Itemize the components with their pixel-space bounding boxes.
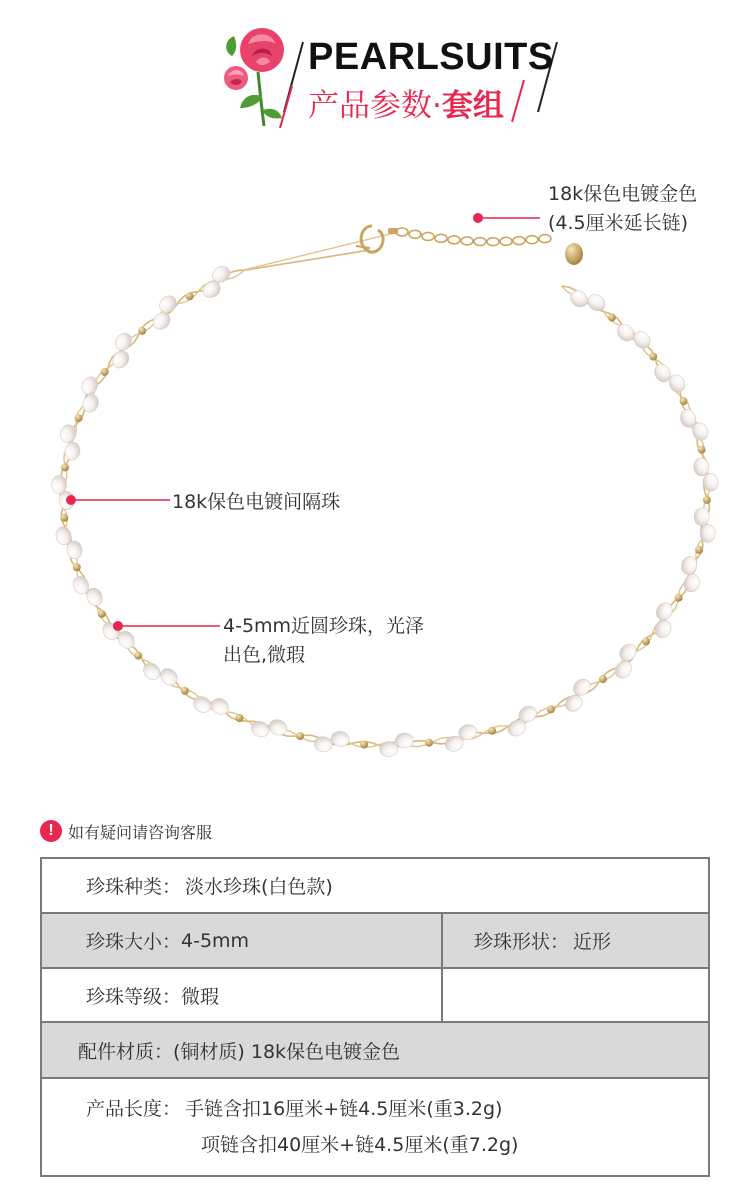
spec-material-value: (铜材质) 18k保色电镀金色 — [173, 1040, 401, 1063]
gold-spacer-bead — [60, 514, 68, 522]
chain-link — [526, 236, 538, 244]
brand-title: PEARLSUITS — [308, 36, 554, 78]
callout-clasp-line2: (4.5厘米延长链) — [548, 212, 689, 234]
chain-link — [435, 234, 447, 242]
pearl — [112, 330, 135, 353]
pearl — [616, 641, 639, 664]
pearl — [156, 293, 179, 316]
gold-spacer-bead — [75, 414, 83, 422]
pearl — [693, 507, 710, 527]
gold-spacer-bead — [488, 727, 496, 735]
pearl — [652, 618, 674, 641]
spec-row-type — [42, 859, 708, 914]
callout-pearl-line2: 出色,微瑕 — [223, 644, 306, 666]
spec-length-necklace: 项链含扣40厘米+链4.5厘米(重7.2g) — [201, 1134, 519, 1156]
spec-length-label: 产品长度： — [86, 1098, 182, 1120]
chain-link — [461, 237, 473, 245]
header — [0, 0, 750, 140]
pearl — [313, 735, 333, 753]
gold-spacer-bead — [695, 546, 703, 554]
gold-spacer-bead — [73, 563, 81, 571]
callout-marker-clasp — [473, 213, 540, 223]
page-subtitle — [308, 80, 504, 125]
spec-length-bracelet: 手链含扣16厘米+链4.5厘米(重3.2g) — [185, 1098, 503, 1120]
spec-grade — [86, 969, 219, 1021]
gold-spacer-bead — [360, 741, 368, 749]
spec-size-value: 4-5mm — [181, 929, 250, 952]
spec-size-label: 珍珠大小： — [86, 931, 182, 953]
gold-spacer-bead — [235, 714, 243, 722]
chain-link — [474, 238, 486, 246]
spec-row-material — [42, 1023, 708, 1079]
callout-spacer-text: 18k保色电镀间隔珠 — [172, 491, 341, 513]
necklace-image — [0, 140, 750, 800]
gold-spacer-bead — [547, 705, 555, 713]
gold-spacer-bead — [649, 353, 657, 361]
pearl — [585, 291, 608, 314]
gold-spacer-bead — [698, 446, 706, 454]
spec-shape-label: 珍珠形状： — [474, 931, 570, 953]
gold-spacer-bead — [61, 463, 69, 471]
callout-marker-pearl — [113, 621, 220, 631]
callout-marker-spacer — [66, 495, 170, 505]
gold-spacer-bead — [98, 610, 106, 618]
chain-link — [448, 236, 460, 244]
subtitle-bold: 套组 — [441, 88, 504, 124]
spec-material — [78, 1023, 400, 1077]
spec-type-label: 珍珠种类： — [86, 876, 182, 898]
chain-link — [500, 237, 512, 245]
pearl — [191, 693, 214, 715]
gold-spacer-bead — [425, 739, 433, 747]
spec-row-grade — [42, 969, 708, 1023]
gold-spacer-bead — [599, 675, 607, 683]
gold-spacer-bead — [675, 594, 683, 602]
warning-icon: ! — [40, 820, 62, 842]
spec-size — [86, 914, 249, 967]
cell-divider — [441, 969, 443, 1021]
spec-length-line1 — [86, 1094, 502, 1121]
gold-spacer-bead — [186, 292, 194, 300]
pearl — [109, 348, 132, 371]
gold-spacer-bead — [642, 637, 650, 645]
gold-spacer-bead — [296, 732, 304, 740]
gold-spacer-bead — [101, 368, 109, 376]
spec-grade-label: 珍珠等级： — [86, 985, 182, 1008]
callout-spacer — [172, 488, 340, 517]
chain-link — [513, 237, 525, 245]
customer-service-notice — [40, 820, 212, 842]
spec-grade-value: 微瑕 — [181, 985, 220, 1008]
subtitle-main: 产品参数· — [308, 88, 442, 124]
gold-spacer-bead — [703, 496, 711, 504]
pearl — [63, 441, 81, 462]
pearl — [379, 741, 398, 757]
gold-spacer-bead — [680, 397, 688, 405]
spec-material-label: 配件材质： — [78, 1040, 174, 1063]
pearl — [395, 733, 414, 749]
gold-spacer-bead — [138, 327, 146, 335]
gold-spacer-bead — [181, 687, 189, 695]
spec-table — [40, 857, 710, 1177]
spec-type-value: 淡水珍珠(白色款) — [185, 876, 333, 898]
chain-link — [487, 238, 499, 246]
callout-clasp-line1: 18k保色电镀金色 — [548, 183, 698, 205]
spec-row-size-shape — [42, 914, 708, 969]
callout-pearl — [223, 612, 424, 670]
pearl — [267, 717, 289, 737]
callout-clasp — [548, 180, 697, 238]
rose-icon — [218, 22, 298, 130]
spec-shape-value: 近形 — [573, 931, 612, 953]
notice-text: 如有疑问请咨询客服 — [68, 822, 213, 842]
spec-shape — [474, 914, 611, 967]
spec-type — [86, 859, 333, 912]
spec-row-length — [42, 1079, 708, 1175]
chain-end-tag — [565, 243, 583, 265]
callout-pearl-line1: 4-5mm近圆珍珠，光泽 — [223, 615, 425, 637]
pearl — [567, 287, 590, 310]
chain-link — [409, 230, 421, 238]
pearl — [612, 658, 635, 681]
pearl — [52, 476, 67, 494]
chain-link — [422, 232, 434, 240]
cell-divider — [441, 914, 443, 967]
gold-spacer-bead — [608, 314, 616, 322]
gold-spacer-bead — [134, 652, 142, 660]
